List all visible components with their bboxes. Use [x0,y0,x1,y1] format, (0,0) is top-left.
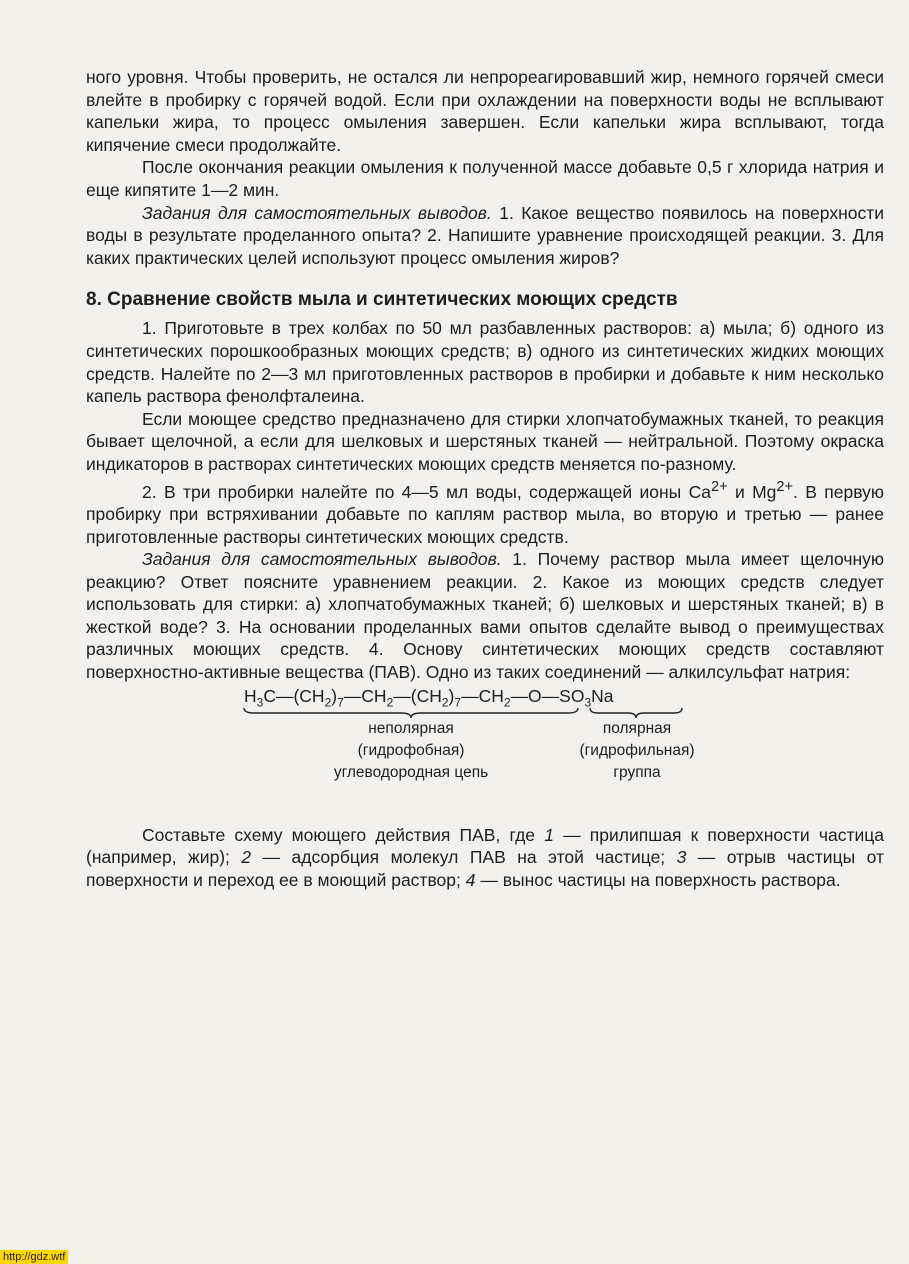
tasks-text: 1. Какое вещество появилось на поверхности воды в результате проделанного опыта? 2. Напишите уравнение происходящей реакции. 3. Для каких практических целей используют процесс омыления жиров? [86,202,885,268]
paragraph-2: После окончания реакции омыления к полученной массе добавьте 0,5 г хлорида натрия и еще кипятите 1—2 мин. [86,157,884,200]
tasks-label: Задания для самостоятельных выводов. [142,202,492,223]
formula-text: $H_3C—(CH_2)_7—CH_2—(CH_2)_7—CH_2—O—SO_3Na$ [244,685,614,710]
paragraph-7 [86,548,884,684]
paragraph-1: ного уровня. Чтобы проверить, не остался ли непрореагировавший жир, немного горячей смеси влейте в пробирку с горячей водой. Если при охлаждении на поверхности воды не всплывают капельки жира, то процесс омыления завершен. Если капельки жира всплывают, тогда кипячение смеси продолжайте. [86,67,884,155]
hydrophobic-label: неполярная (гидрофобная) углеводородная цепь [333,719,489,781]
structural-formula [86,684,884,806]
paragraph-6: 2. В три пробирки налейте по 4—5 мл воды, содержащей ионы $Ca^{2+}$ и $Mg^{2+}$. В первую пробирку при встряхивании добавьте по каплям раствор мыла, во вторую и третью — ранее приготовленные растворы синтетических моющих средств. [86,478,884,547]
section-heading: 8. Сравнение свойств мыла и синтетических моющих средств [86,289,678,311]
page-content [86,66,884,891]
paragraph-8: Составьте схему моющего действия ПАВ, где 1 — прилипшая к поверхности частица (например, жир); 2 — адсорбция молекул ПАВ на этой частице; 3 — отрыв частицы от поверхности и переход ее в моющий раствор; 4 — вынос частицы на поверхность раствора. [86,824,885,890]
paragraph-3 [86,202,884,270]
tasks-label-2: Задания для самостоятельных выводов. [142,549,502,570]
watermark-link[interactable]: http://gdz.wtf [0,1250,68,1264]
paragraph-5: Если моющее средство предназначено для стирки хлопчатобумажных тканей, то реакция бывает щелочной, а если для шелковых и шерстяных тканей — нейтральной. Поэтому окраска индикаторов в растворах синтетических моющих средств меняется по-разному. [86,408,884,474]
tasks-text-2: 1. Почему раствор мыла имеет щелочную реакцию? Ответ поясните уравнением реакции. 2. Какое из моющих средств следует использовать для стирки: а) хлопчатобумажных тканей; б) шелковых и шерстяных тканей; в) в жесткой воде? 3. На основании проделанных вами опытов сделайте вывод о преимуществах различных моющих средств. 4. Основу синтетических моющих средств составляют поверхностно-активные вещества (ПАВ). Одно из таких соединений — алкилсульфат натрия: [86,549,884,683]
paragraph-4: 1. Приготовьте в трех колбах по 50 мл разбавленных растворов: а) мыла; б) одного из синтетических порошкообразных моющих средств; в) одного из синтетических жидких моющих средств. Налейте по 2—3 мл приготовленных растворов в пробирки и добавьте к ним несколько капель раствора фенолфталеина. [86,318,884,407]
hydrophilic-label: полярная (гидрофильная) группа [579,719,695,781]
